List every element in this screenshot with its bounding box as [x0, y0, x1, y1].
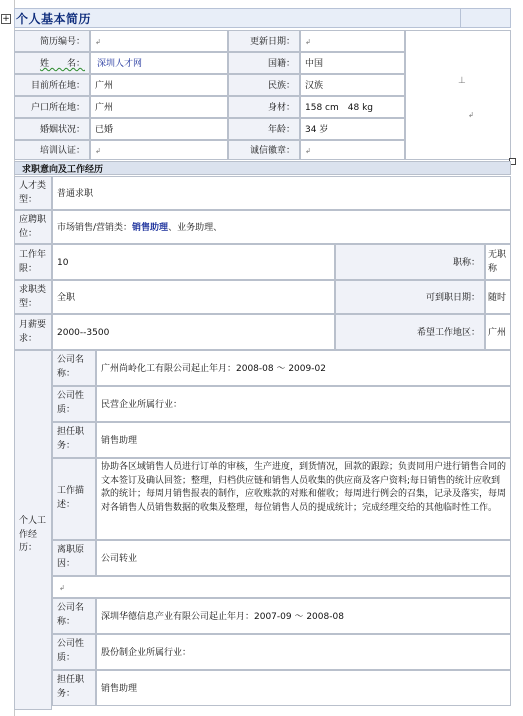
area-label: 希望工作地区：	[416, 328, 480, 338]
ethnicity-value-cell[interactable]	[300, 74, 405, 96]
nationality-value-cell[interactable]	[300, 52, 405, 74]
years-value: 10	[57, 258, 69, 268]
training-value-cell[interactable]	[90, 140, 228, 160]
location-label: 目前所在地：	[30, 81, 85, 91]
nationality-value: 中国	[305, 59, 324, 69]
name-label: 姓 名：	[39, 59, 85, 69]
job2-company-label-cell	[52, 598, 96, 634]
job1-reason-cell[interactable]	[96, 540, 511, 576]
salary-label-cell	[14, 314, 52, 350]
jobtype-label: 求职类型：	[19, 285, 47, 309]
paragraph-mark-icon: ↲	[95, 38, 101, 46]
table-move-handle-icon[interactable]: +	[2, 14, 10, 24]
talent-type-value-cell[interactable]	[52, 176, 511, 210]
job2-nature-label: 公司性质：	[57, 639, 85, 663]
position-category: 市场销售/营销类：	[57, 223, 133, 233]
location-label-cell	[14, 74, 90, 96]
years-label: 工作年限：	[19, 250, 47, 274]
hukou-label: 户口所在地：	[30, 103, 85, 113]
job2-role-cell[interactable]	[96, 670, 511, 706]
job1-nature-cell[interactable]	[96, 386, 511, 422]
area-value-cell[interactable]	[485, 314, 511, 350]
job1-desc-label: 工作描述：	[57, 486, 85, 510]
marital-value: 已婚	[95, 125, 114, 135]
body-label: 身材：	[267, 103, 295, 113]
jobtype-value: 全职	[57, 293, 76, 303]
start-label: 可到职日期：	[425, 293, 480, 303]
name-label-cell	[14, 52, 90, 74]
credit-label: 诚信徽章：	[249, 146, 295, 156]
years-value-cell[interactable]	[52, 244, 335, 280]
experience-group-label-cell	[14, 350, 52, 710]
job1-reason-label-cell	[52, 540, 96, 576]
job1-company-label-cell	[52, 350, 96, 386]
area-label-cell	[335, 314, 485, 350]
age-label: 年龄：	[267, 125, 295, 135]
salary-label: 月薪要求：	[19, 320, 47, 344]
title-value-cell[interactable]	[485, 244, 511, 280]
position-label-cell	[14, 210, 52, 244]
job2-company-label: 公司名称：	[57, 603, 85, 627]
years-label-cell	[14, 244, 52, 280]
job-separator-cell	[52, 576, 511, 598]
ethnicity-label-cell	[228, 74, 300, 96]
paragraph-mark-icon: ↲	[59, 584, 65, 592]
location-value-cell[interactable]	[90, 74, 228, 96]
ethnicity-value: 汉族	[305, 81, 324, 91]
resume-no-label-cell	[14, 30, 90, 52]
credit-value-cell[interactable]	[300, 140, 405, 160]
job1-company: 广州尚岭化工有限公司起止年月：2008-08 ～ 2009-02	[101, 364, 326, 374]
name-value: 深圳人才网	[97, 59, 143, 69]
age-value-cell[interactable]	[300, 118, 405, 140]
title-bar-right	[461, 8, 511, 28]
update-label-cell	[228, 30, 300, 52]
training-label: 培训认证：	[39, 146, 85, 156]
age-value: 34 岁	[305, 125, 329, 135]
job1-nature-label: 公司性质：	[57, 391, 85, 415]
position-label: 应聘职位：	[19, 215, 47, 239]
age-label-cell	[228, 118, 300, 140]
update-value-cell[interactable]	[300, 30, 405, 52]
job2-company-cell[interactable]	[96, 598, 511, 634]
credit-label-cell	[228, 140, 300, 160]
title-label-cell	[335, 244, 485, 280]
job2-nature: 股份制企业所属行业：	[101, 648, 192, 658]
title-value: 无职称	[488, 250, 507, 274]
body-label-cell	[228, 96, 300, 118]
position-value-cell[interactable]	[52, 210, 511, 244]
paragraph-mark-icon: ↲	[95, 147, 101, 155]
start-value: 随时	[488, 293, 507, 303]
talent-type-value: 普通求职	[57, 189, 94, 199]
job1-nature-label-cell	[52, 386, 96, 422]
resume-no-value-cell[interactable]	[90, 30, 228, 52]
job1-nature: 民营企业所属行业：	[101, 400, 183, 410]
ethnicity-label: 民族：	[267, 81, 295, 91]
location-value: 广州	[95, 81, 114, 91]
job2-role-label: 担任职务：	[57, 675, 85, 699]
photo-placeholder-icon: ⊥	[458, 76, 466, 86]
job2-role-label-cell	[52, 670, 96, 706]
position-highlight: 销售助理	[132, 223, 169, 233]
paragraph-mark-icon: ↲	[305, 38, 311, 46]
job1-company-cell[interactable]	[96, 350, 511, 386]
hukou-label-cell	[14, 96, 90, 118]
experience-group-label: 个人工作经历：	[19, 516, 47, 553]
start-label-cell	[335, 280, 485, 314]
hukou-value-cell[interactable]	[90, 96, 228, 118]
job1-desc-label-cell	[52, 458, 96, 540]
start-value-cell[interactable]	[485, 280, 511, 314]
job1-role-cell[interactable]	[96, 422, 511, 458]
update-label: 更新日期：	[249, 37, 295, 47]
job1-role-label: 担任职务：	[57, 427, 85, 451]
job2-company: 深圳华德信息产业有限公司起止年月：2007-09 ～ 2008-08	[101, 612, 344, 622]
talent-type-label: 人才类型：	[19, 181, 47, 205]
jobtype-label-cell	[14, 280, 52, 314]
job1-role-label-cell	[52, 422, 96, 458]
job1-role: 销售助理	[101, 436, 138, 446]
marital-label-cell	[14, 118, 90, 140]
marital-value-cell[interactable]	[90, 118, 228, 140]
salary-value: 2000--3500	[57, 328, 110, 338]
resume-no-label: 简历编号：	[39, 37, 85, 47]
hukou-value: 广州	[95, 103, 114, 113]
jobtype-value-cell[interactable]	[52, 280, 335, 314]
page-title: 个人基本简历	[16, 12, 92, 26]
job1-desc: 协助各区域销售人员进行订单的审核，生产进度，到货情况，回款的跟踪；负责同用户进行销售合同的文本签订及确认回签；整理，归档供应链和销售人员收集的供应商及客户资料;每日销售的统计应收到款的统计；每周月销售报表的制作，应收账款的对账和催收；每周进行例会的召集，记录及落实，每周对各销售人员销售数据的收集及整理，每位销售人员的提成统计；完成经理交给的其他临时性工作。	[101, 462, 507, 513]
area-value: 广州	[488, 328, 507, 338]
position-value	[57, 222, 222, 234]
talent-type-label-cell	[14, 176, 52, 210]
nationality-label: 国籍：	[267, 59, 295, 69]
title-label: 职称：	[452, 258, 480, 268]
section-title-intent: 求职意向及工作经历	[22, 165, 104, 175]
job2-nature-label-cell	[52, 634, 96, 670]
job1-desc-cell[interactable]	[96, 458, 511, 540]
body-value: 158 cm 48 kg	[305, 103, 373, 113]
photo-cell	[405, 30, 511, 160]
position-extra: 、业务助理、	[168, 223, 223, 233]
marital-label: 婚姻状况：	[39, 125, 85, 135]
job1-reason-label: 离职原因：	[57, 545, 85, 569]
job2-role: 销售助理	[101, 684, 138, 694]
paragraph-mark-icon: ↲	[468, 111, 474, 119]
body-value-cell[interactable]	[300, 96, 405, 118]
paragraph-mark-icon: ↲	[305, 147, 311, 155]
salary-value-cell[interactable]	[52, 314, 335, 350]
job2-nature-cell[interactable]	[96, 634, 511, 670]
job1-company-label: 公司名称：	[57, 355, 85, 379]
nationality-label-cell	[228, 52, 300, 74]
job1-reason: 公司转业	[101, 554, 138, 564]
name-value-cell[interactable]	[90, 52, 228, 74]
training-label-cell	[14, 140, 90, 160]
